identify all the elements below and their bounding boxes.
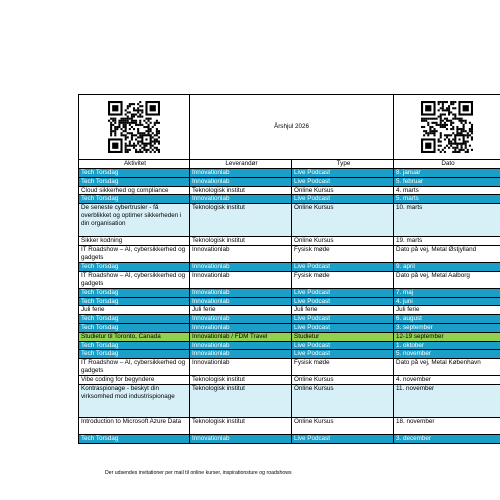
cell-dato: 3. september — [394, 323, 500, 332]
cell-dato: Juli ferie — [394, 306, 500, 315]
cell-leverandor: Innovationlab — [190, 341, 292, 350]
table-row — [79, 341, 500, 350]
table-row — [79, 297, 500, 306]
cell-aktivitet: Studietur til Toronto, Canada — [79, 332, 190, 341]
cell-dato: 5. november — [394, 350, 500, 359]
footnote: Der udsendes invitationer per mail til online kurser, inspirationsture og roadshows — [105, 470, 292, 476]
annual-wheel-table — [78, 94, 500, 444]
table-row — [79, 376, 500, 385]
document-title: Årshjul 2026 — [190, 95, 394, 160]
cell-dato: 4. marts — [394, 186, 500, 195]
table-row — [79, 350, 500, 359]
cell-dato: 10. marts — [394, 204, 500, 237]
cell-type: Live Podcast — [292, 315, 394, 324]
cell-type: Fysisk møde — [292, 245, 394, 262]
table-row — [79, 384, 500, 417]
table-row — [79, 434, 500, 443]
cell-type: Online Kursus — [292, 384, 394, 417]
cell-type: Live Podcast — [292, 262, 394, 271]
cell-dato: 18. november — [394, 417, 500, 434]
cell-leverandor: Teknologisk institut — [190, 186, 292, 195]
cell-aktivitet: Tech Torsdag — [79, 315, 190, 324]
table-row — [79, 306, 500, 315]
table-row — [79, 245, 500, 262]
cell-leverandor: Teknologisk institut — [190, 204, 292, 237]
cell-type: Studietur — [292, 332, 394, 341]
table-row — [79, 271, 500, 288]
cell-type: Online Kursus — [292, 186, 394, 195]
cell-leverandor: Teknologisk institut — [190, 376, 292, 385]
cell-dato: Dato på vej, Metal Østjylland — [394, 245, 500, 262]
cell-dato: Dato på vej, Metal København — [394, 359, 500, 376]
cell-aktivitet: Tech Torsdag — [79, 177, 190, 186]
cell-dato: Dato på vej, Metal Aalborg — [394, 271, 500, 288]
cell-dato: 5. februar — [394, 177, 500, 186]
cell-type: Live Podcast — [292, 341, 394, 350]
cell-leverandor: Innovationlab — [190, 271, 292, 288]
cell-dato: 6. august — [394, 315, 500, 324]
column-header-aktivitet: Aktivitet — [79, 160, 190, 169]
table-row — [79, 186, 500, 195]
cell-dato: 4. november — [394, 376, 500, 385]
cell-leverandor: Innovationlab — [190, 297, 292, 306]
cell-leverandor: Innovationlab — [190, 315, 292, 324]
column-header-leverandor: Leverandør — [190, 160, 292, 169]
cell-aktivitet: Tech Torsdag — [79, 288, 190, 297]
table-row — [79, 195, 500, 204]
table-row — [79, 237, 500, 246]
cell-type: Live Podcast — [292, 169, 394, 178]
cell-leverandor: Innovationlab — [190, 323, 292, 332]
cell-leverandor: Innovationlab / FDM Travel — [190, 332, 292, 341]
cell-type: Live Podcast — [292, 434, 394, 443]
cell-dato: 11. november — [394, 384, 500, 417]
qr-cell-left — [79, 95, 190, 160]
cell-leverandor: Innovationlab — [190, 245, 292, 262]
cell-type: Online Kursus — [292, 237, 394, 246]
cell-aktivitet: IT Roadshow – AI, cybersikkerhed og gadgets — [79, 271, 190, 288]
cell-aktivitet: Kontraspionage - beskyt din virksomhed mod industrispionage — [79, 384, 190, 417]
cell-dato: 3. december — [394, 434, 500, 443]
cell-type: Live Podcast — [292, 297, 394, 306]
cell-dato: 5. marts — [394, 195, 500, 204]
qr-code-icon — [421, 101, 473, 153]
cell-dato: 1. oktober — [394, 341, 500, 350]
cell-leverandor: Teknologisk institut — [190, 384, 292, 417]
cell-dato: 19. marts — [394, 237, 500, 246]
header-row — [79, 95, 500, 160]
cell-leverandor: Innovationlab — [190, 195, 292, 204]
table-row — [79, 359, 500, 376]
qr-cell-right — [394, 95, 500, 160]
cell-type: Juli ferie — [292, 306, 394, 315]
cell-aktivitet: Vibe coding for begyndere — [79, 376, 190, 385]
cell-aktivitet: Tech Torsdag — [79, 297, 190, 306]
table-row — [79, 323, 500, 332]
table-row — [79, 315, 500, 324]
cell-dato: 4. juni — [394, 297, 500, 306]
cell-leverandor: Innovationlab — [190, 359, 292, 376]
cell-aktivitet: IT Roadshow – AI, cybersikkerhed og gadgets — [79, 245, 190, 262]
table-row — [79, 204, 500, 237]
cell-leverandor: Teknologisk institut — [190, 417, 292, 434]
cell-leverandor: Innovationlab — [190, 288, 292, 297]
table-row — [79, 177, 500, 186]
cell-leverandor: Innovationlab — [190, 169, 292, 178]
cell-aktivitet: Tech Torsdag — [79, 434, 190, 443]
cell-type: Live Podcast — [292, 288, 394, 297]
cell-dato: 7. maj — [394, 288, 500, 297]
cell-leverandor: Teknologisk institut — [190, 237, 292, 246]
cell-aktivitet: Introduction to Microsoft Azure Data — [79, 417, 190, 434]
cell-leverandor: Juli ferie — [190, 306, 292, 315]
cell-type: Live Podcast — [292, 195, 394, 204]
table-row — [79, 332, 500, 341]
cell-type: Fysisk møde — [292, 359, 394, 376]
cell-type: Live Podcast — [292, 177, 394, 186]
cell-leverandor: Innovationlab — [190, 434, 292, 443]
column-header-dato: Dato — [394, 160, 500, 169]
cell-aktivitet: Tech Torsdag — [79, 262, 190, 271]
cell-leverandor: Innovationlab — [190, 350, 292, 359]
table-row — [79, 262, 500, 271]
column-header-row — [79, 160, 500, 169]
cell-leverandor: Innovationlab — [190, 262, 292, 271]
cell-leverandor: Innovationlab — [190, 177, 292, 186]
cell-type: Live Podcast — [292, 323, 394, 332]
table-row — [79, 417, 500, 434]
cell-type: Live Podcast — [292, 350, 394, 359]
cell-aktivitet: Tech Torsdag — [79, 323, 190, 332]
cell-aktivitet: Tech Torsdag — [79, 341, 190, 350]
cell-aktivitet: De seneste cybertrusler - få overblikket og optimer sikkerheden i din organisation — [79, 204, 190, 237]
cell-type: Online Kursus — [292, 204, 394, 237]
cell-aktivitet: IT Roadshow – AI, cybersikkerhed og gadgets — [79, 359, 190, 376]
qr-code-icon — [108, 101, 160, 153]
cell-aktivitet: Cloud sikkerhed og compliance — [79, 186, 190, 195]
column-header-type: Type — [292, 160, 394, 169]
cell-aktivitet: Tech Torsdag — [79, 350, 190, 359]
cell-aktivitet: Sikker kodning — [79, 237, 190, 246]
cell-type: Fysisk møde — [292, 271, 394, 288]
cell-type: Online Kursus — [292, 417, 394, 434]
cell-type: Online Kursus — [292, 376, 394, 385]
cell-dato: 9. april — [394, 262, 500, 271]
cell-dato: 8. januar — [394, 169, 500, 178]
table-row — [79, 288, 500, 297]
cell-aktivitet: Juli ferie — [79, 306, 190, 315]
cell-dato: 12-19 september — [394, 332, 500, 341]
table-row — [79, 169, 500, 178]
cell-aktivitet: Tech Torsdag — [79, 195, 190, 204]
cell-aktivitet: Tech Torsdag — [79, 169, 190, 178]
